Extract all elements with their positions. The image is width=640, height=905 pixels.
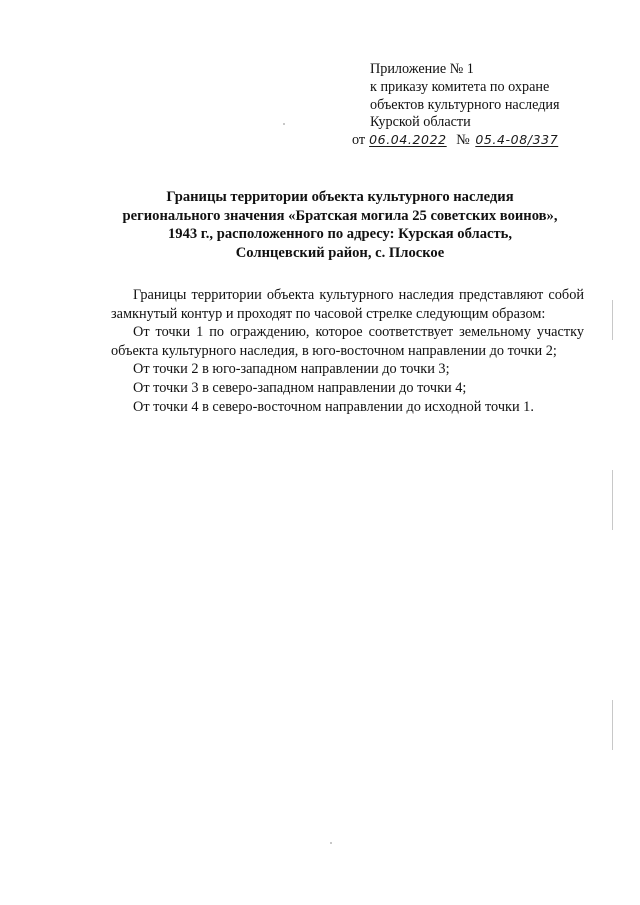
- appendix-line: к приказу комитета по охране: [370, 78, 550, 95]
- order-date: 06.04.2022: [369, 132, 447, 147]
- appendix-line: Курской области: [370, 114, 471, 131]
- body-paragraph: От точки 3 в северо-западном направлении до точки 4;: [133, 379, 467, 396]
- title-line: 1943 г., расположенного по адресу: Курская область,: [167, 226, 513, 243]
- scan-edge-mark: [612, 300, 613, 340]
- order-date-number: [352, 132, 558, 149]
- order-number: 05.4-08/337: [475, 132, 559, 147]
- appendix-header: [370, 61, 620, 132]
- number-prefix: №: [456, 132, 470, 148]
- body-paragraph: От точки 2 в юго-западном направлении до точки 3;: [133, 361, 450, 378]
- title-line: Границы территории объекта культурного наследия: [166, 189, 514, 205]
- from-prefix: от: [352, 132, 366, 148]
- scan-edge-mark: [612, 700, 613, 750]
- scan-dot: [283, 123, 285, 125]
- scan-edge-mark: [612, 470, 613, 530]
- title-line: Солнцевский район, с. Плоское: [235, 244, 445, 261]
- document-title: [100, 188, 580, 262]
- body-paragraph: От точки 4 в северо-восточном направлении до исходной точки 1.: [133, 398, 534, 415]
- body-paragraph: От точки 1 по ограждению, которое соответствует земельному участку объекта культурного наследия, в юго-восточном направлении до точки 2;: [111, 324, 584, 359]
- body-paragraph: Границы территории объекта культурного наследия представляют собой замкнутый контур и проходят по часовой стрелке следующим образом:: [111, 287, 584, 322]
- document-body: [111, 286, 584, 416]
- title-line: регионального значения «Братская могила 25 советских воинов»,: [122, 207, 558, 224]
- scan-dot: [330, 842, 332, 844]
- appendix-line: объектов культурного наследия: [370, 96, 560, 113]
- appendix-line: Приложение № 1: [370, 61, 474, 77]
